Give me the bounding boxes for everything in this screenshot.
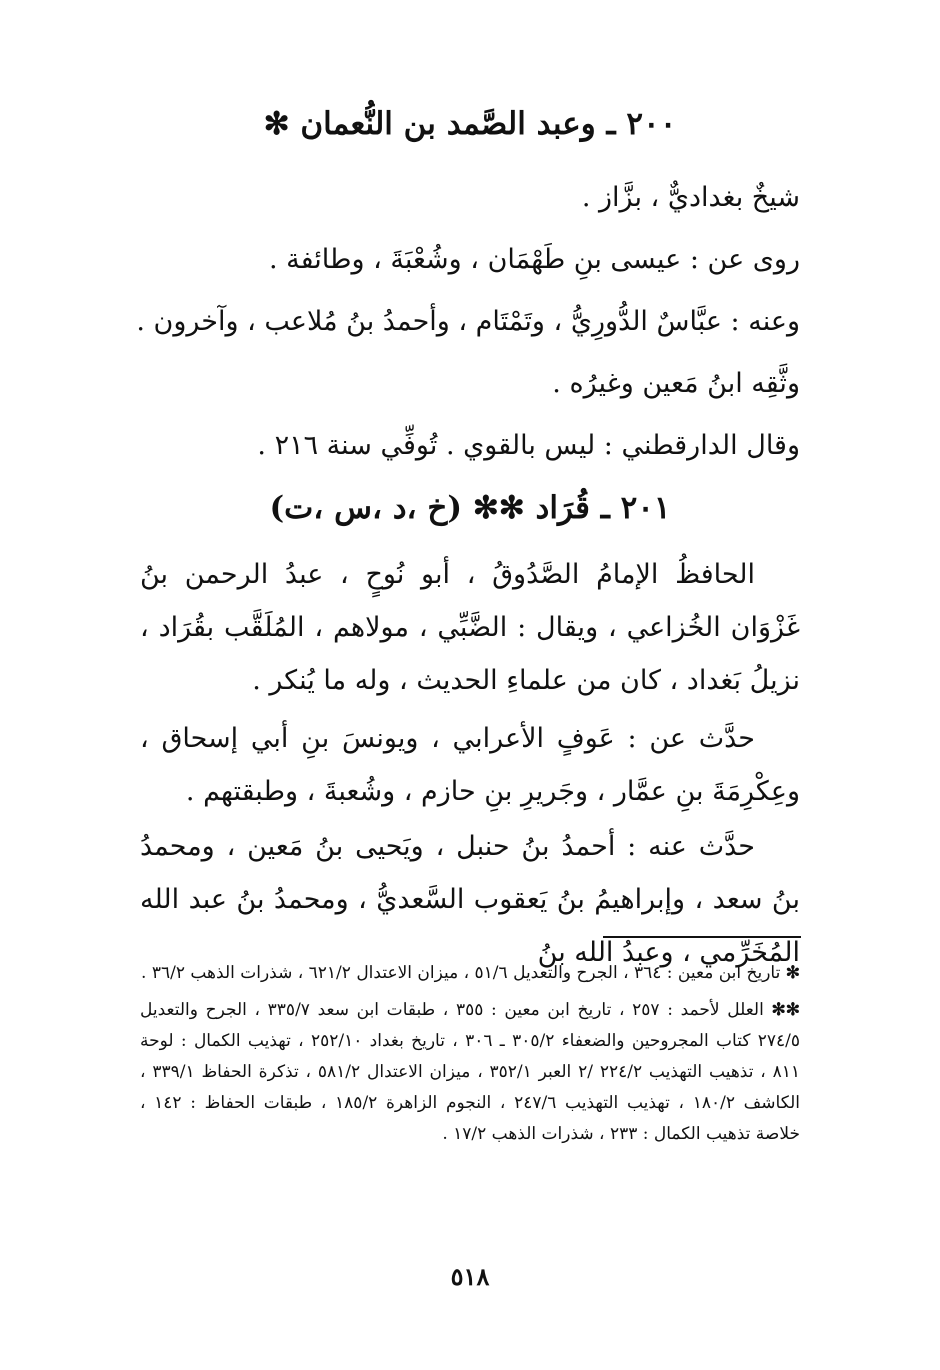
entry-200-title: ٢٠٠ ـ وعبد الصَّمد بن النُّعمان ✻ [263, 106, 677, 142]
footnote-marker: ✻✻ [771, 1000, 800, 1020]
entry-201-paragraph: الحافظُ الإمامُ الصَّدُوقُ ، أبو نُوحٍ ، عبدُ الرحمن بنُ غَزْوَان الخُزاعي ، ويقال : الضَّبِّي ، مولاهم ، المُلَقَّب بقُرَاد ، نزيلُ بَغداد ، كان من علماءِ الحديث ، وله ما يُنكر . [140, 559, 800, 696]
page-number: ٥١٨ [450, 1262, 490, 1291]
footnote [140, 958, 800, 989]
entry-201-paragraph: حدَّث عن : عَوفٍ الأعرابي ، ويونسَ بنِ أبي إسحاق ، وعِكْرِمَةَ بنِ عمَّار ، وجَريرِ بنِ حازم ، وشُعبةَ ، وطبقتهم . [140, 723, 800, 807]
entry-200-line: شيخٌ بغداديٌّ ، بزَّاز . [581, 182, 800, 213]
footnote-marker: ✻ [785, 963, 800, 983]
entry-201-title: ٢٠١ ـ قُرَاد ✻✻ (خ ،د ،س ،ت) [269, 490, 671, 526]
footnote-separator [603, 936, 801, 938]
footnote [140, 995, 800, 1150]
entry-200-line: وعنه : عبَّاسٌ الدُّورِيُّ ، وتَمْتَام ، وأحمدُ بنُ مُلاعب ، وآخرون . [136, 306, 800, 337]
footnote-text: العلل لأحمد : ٢٥٧ ، تاريخ ابن معين : ٣٥٥ ، طبقات ابن سعد ٣٣٥/٧ ، الجرح والتعديل ٢٧٤/٥ كتاب المجروحين والضعفاء ٣٠٥/٢ ـ ٣٠٦ ، تاريخ بغداد ٢٥٢/١٠ ، تهذيب الكمال : لوحة ٨١١ ، تذهيب التهذيب ٢٢٤/٢ /٢ العبر ٣٥٢/١ ، ميزان الاعتدال ٥٨١/٢ ، تذكرة الحفاظ ٣٣٩/١ ، الكاشف ١٨٠/٢ ، تهذيب التهذيب ٢٤٧/٦ ، النجوم الزاهرة ١٨٥/٢ ، طبقات الحفاظ : ١٤٢ ، خلاصة تذهيب الكمال : ٢٣٣ ، شذرات الذهب ١٧/٢ . [140, 1000, 801, 1144]
footnote-text: تاريخ ابن معين : ٣٦٤ ، الجرح والتعديل ٥١/٦ ، ميزان الاعتدال ٦٢١/٢ ، شذرات الذهب ٣٦/٢ . [141, 963, 781, 983]
entry-200-line: روى عن : عيسى بنِ طَهْمَان ، وشُعْبَةَ ، وطائفة . [268, 244, 800, 275]
entry-200-line: وقال الدارقطني : ليس بالقوي . تُوفِّي سنة ٢١٦ . [257, 430, 800, 461]
footnotes [140, 958, 800, 1156]
entry-201-paragraph: حدَّث عنه : أحمدُ بنُ حنبل ، ويَحيى بنُ مَعين ، ومحمدُ بنُ سعد ، وإبراهيمُ بنُ يَعقوب السَّعديُّ ، ومحمدُ بنُ عبد الله المُخَرِّمي ، وعبدُ الله بنُ [140, 831, 800, 968]
entry-200-line: وثَّقِه ابنُ مَعين وغيرُه . [552, 368, 800, 399]
